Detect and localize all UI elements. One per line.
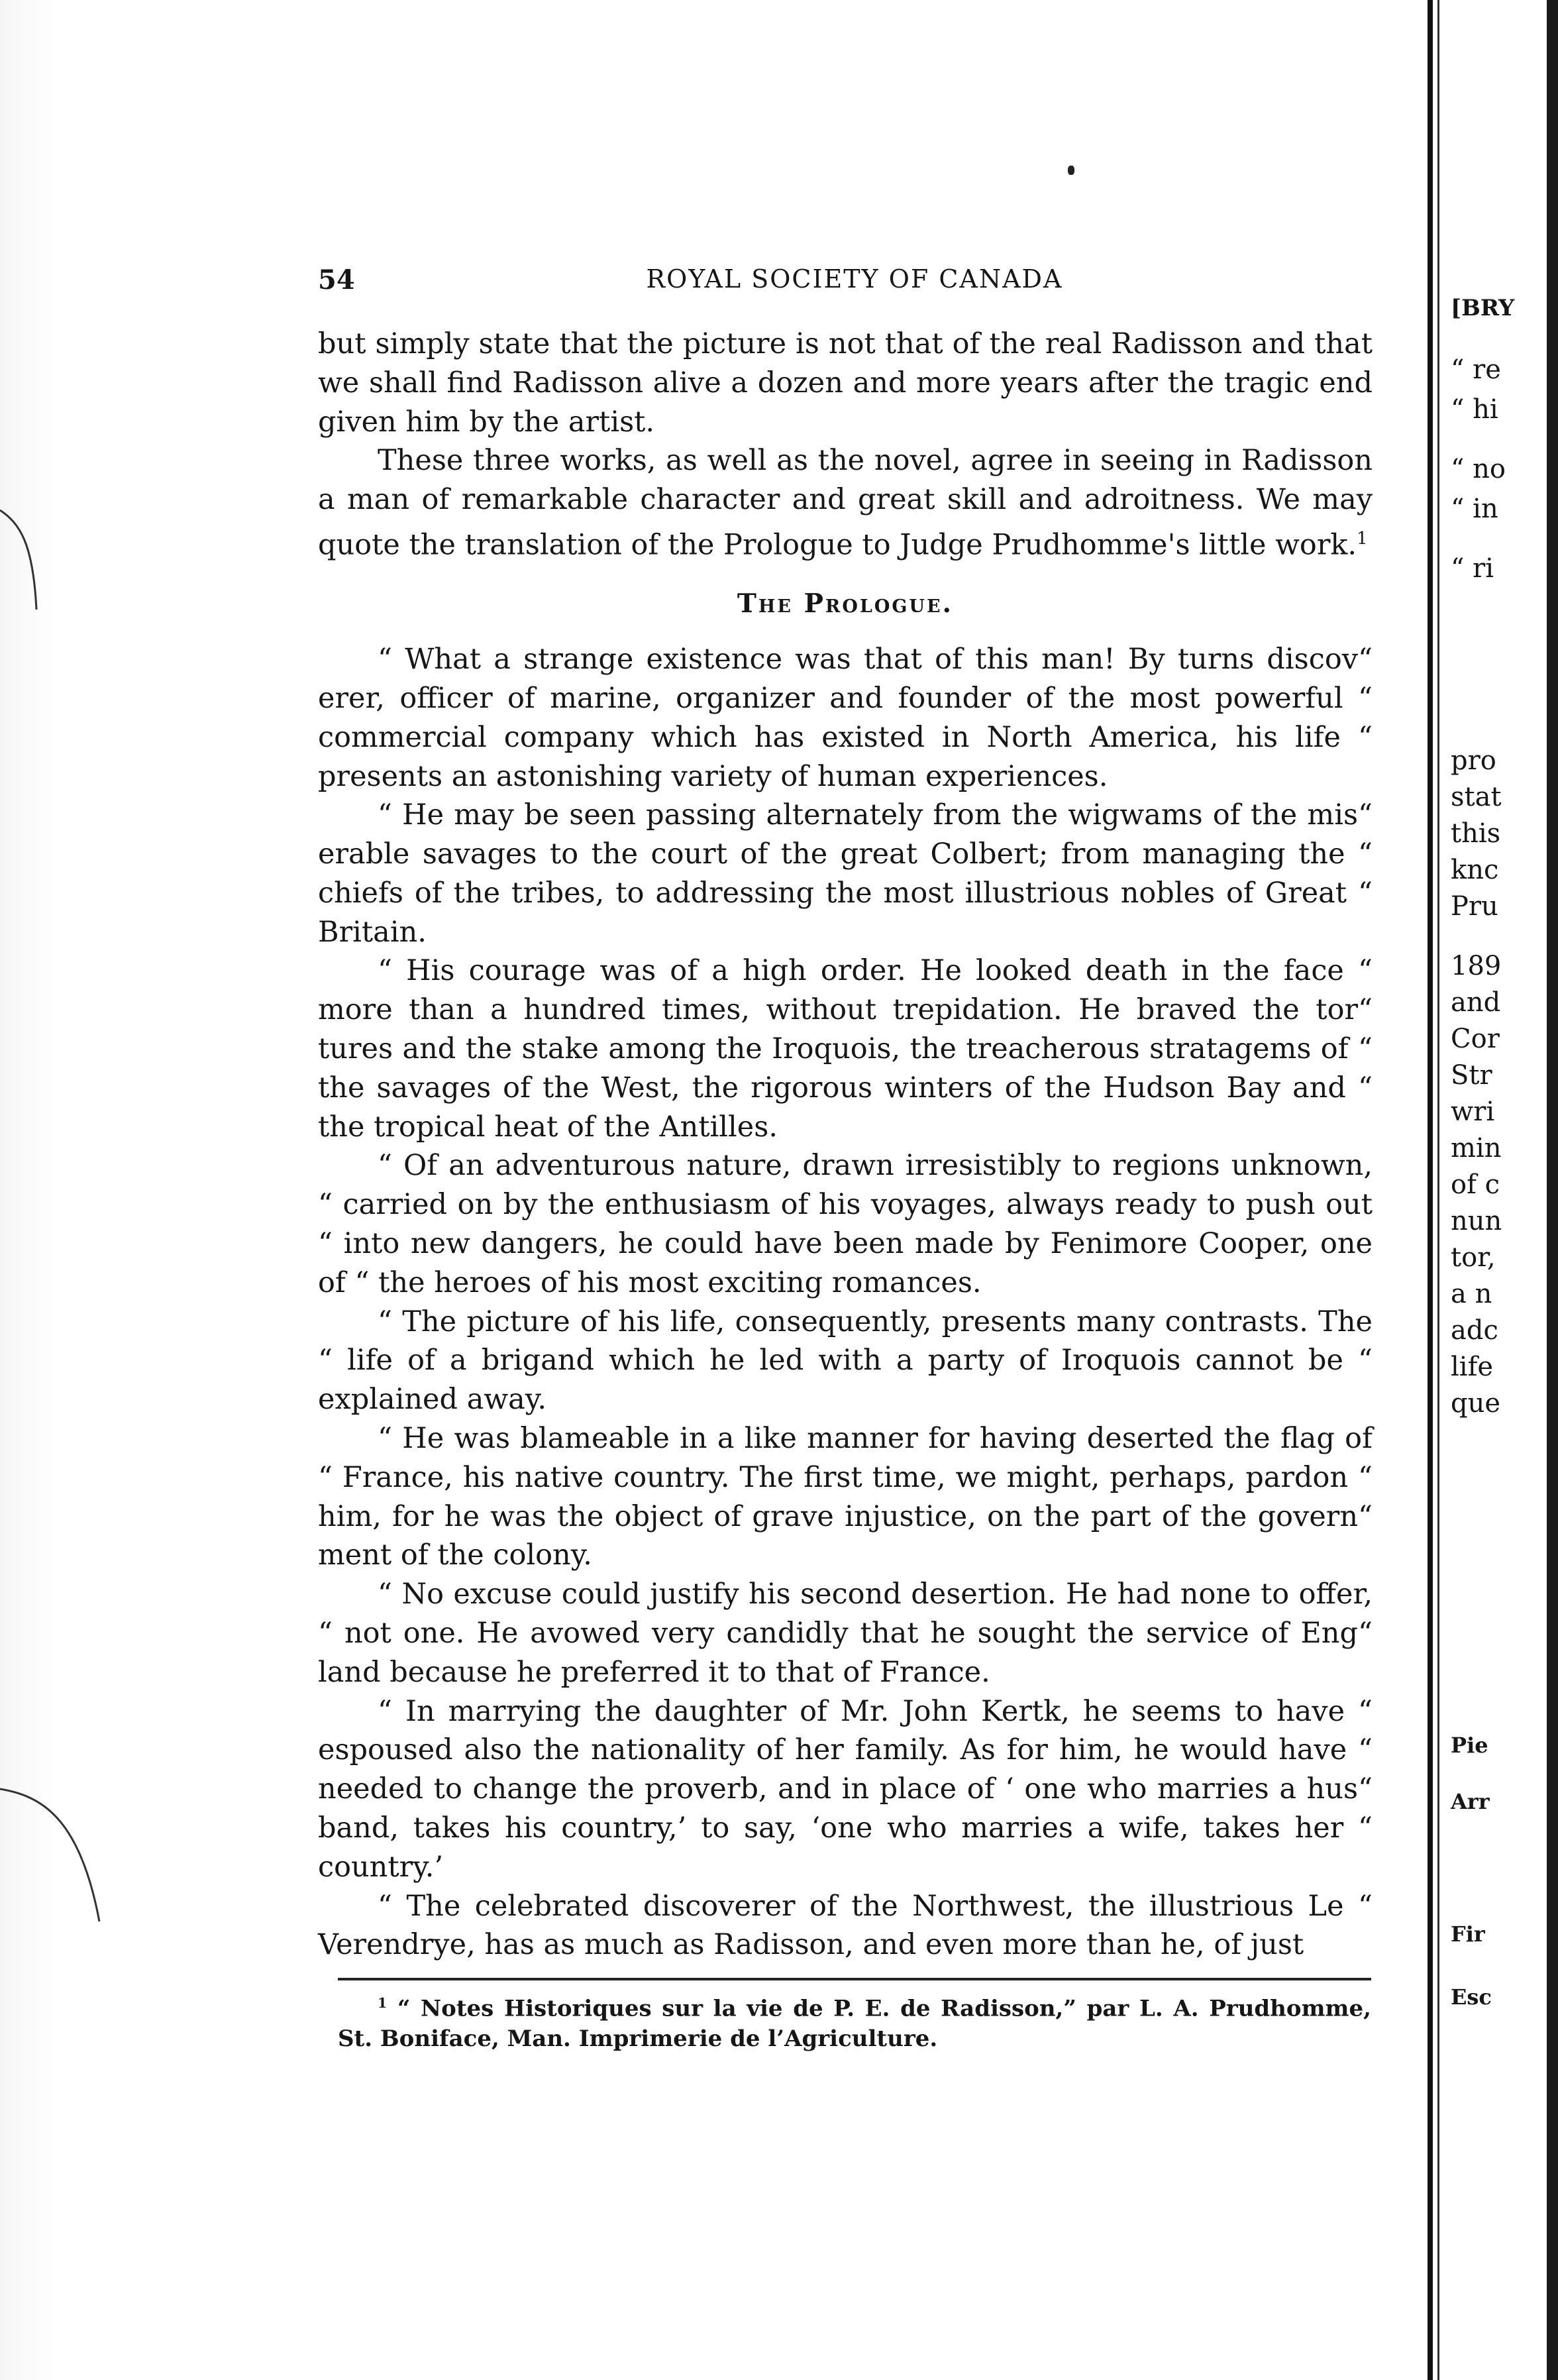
adjacent-text-fragment: nun [1451, 1206, 1502, 1236]
page-curl-mark [0, 504, 60, 610]
quote-paragraph: “ He may be seen passing alternately from the wigwams of the mis“ erable savages to the court of the great Colbert; from managing the “ chiefs of the tribes, to addressing the most illustrious nobles of Great “ Britain. [318, 798, 1373, 949]
opening-paragraph: but simply state that the picture is not that of the real Radisson and that we shall find Radisson alive a dozen and more years after the tragic end given him by the artist. [318, 327, 1373, 439]
adjacent-text-fragment: Cor [1451, 1024, 1500, 1054]
adjacent-text-fragment: [BRY [1451, 295, 1515, 321]
scan-right-edge [1547, 0, 1558, 2380]
adjacent-text-fragment: life [1451, 1352, 1494, 1382]
adjacent-text-fragment: “ re [1451, 354, 1501, 385]
quote-paragraph: “ In marrying the daughter of Mr. John Kertk, he seems to have “ espoused also the nationality of her family. As for him, he would have “ needed to change the proverb, and in place of ‘ one who marries a hus“ band, takes his country,’ to say, ‘one who marries a wife, takes her “ country.’ [318, 1694, 1373, 1884]
footnote-text: “ Notes Historiques sur la vie de P. E. de Radisson,” par L. A. Prudhomme, St. Boniface, Man. Imprimerie de l’Agriculture. [338, 1995, 1372, 2053]
ink-speck [1068, 166, 1074, 175]
adjacent-text-fragment: “ ri [1451, 553, 1494, 584]
adjacent-text-fragment: Fir [1451, 1921, 1485, 1947]
adjacent-text-fragment: Pie [1451, 1733, 1488, 1758]
adjacent-text-fragment: 189 [1451, 951, 1502, 981]
footnote-reference: 1 [1357, 528, 1368, 549]
adjacent-text-fragment: que [1451, 1388, 1501, 1419]
second-paragraph [318, 441, 1373, 565]
scan-left-margin [0, 0, 53, 2380]
binding-gutter-line [1428, 0, 1433, 2380]
adjacent-text-fragment: stat [1451, 782, 1502, 812]
adjacent-text-fragment: and [1451, 987, 1501, 1018]
footnote-marker: 1 [378, 1995, 388, 2011]
adjacent-text-fragment: Str [1451, 1060, 1492, 1091]
adjacent-text-fragment: a n [1451, 1279, 1492, 1309]
adjacent-text-fragment: Pru [1451, 891, 1498, 922]
adjacent-text-fragment: adc [1451, 1315, 1498, 1346]
page-number: 54 [318, 264, 355, 296]
adjacent-text-fragment: Esc [1451, 1984, 1492, 2010]
adjacent-text-fragment: pro [1451, 745, 1496, 776]
section-title: The Prologue. [737, 588, 954, 620]
page-curl-mark [0, 1776, 106, 1921]
adjacent-text-fragment: wri [1451, 1097, 1495, 1127]
footnote-divider [338, 1978, 1371, 1980]
adjacent-text-fragment: min [1451, 1133, 1502, 1163]
adjacent-text-fragment: “ no [1451, 454, 1506, 484]
footnote [338, 1988, 1371, 2054]
quote-paragraph: “ What a strange existence was that of this man! By turns discov“ erer, officer of marine, organizer and founder of the most powerful “ commercial company which has existed in North America, his life “ presents an astonishing variety of human experiences. [318, 643, 1373, 793]
quote-paragraph: “ The celebrated discoverer of the Northwest, the illustrious Le “ Verendrye, has as much as Radisson, and even more than he, of just [318, 1889, 1373, 1962]
document-page [318, 262, 1391, 2084]
adjacent-text-fragment: of c [1451, 1169, 1500, 1200]
adjacent-text-fragment: “ in [1451, 494, 1498, 524]
adjacent-page-fragment [1451, 0, 1558, 2380]
second-paragraph-text: These three works, as well as the novel, agree in seeing in Radisson a man of remarkable character and great skill and adroitness. We may quote the translation of the Prologue to Judge Prudhomme's little work. [318, 444, 1373, 562]
running-title: ROYAL SOCIETY OF CANADA [646, 264, 1063, 294]
adjacent-text-fragment: this [1451, 818, 1501, 849]
adjacent-text-fragment: tor, [1451, 1242, 1496, 1273]
quote-paragraph: “ The picture of his life, consequently, presents many contrasts. The “ life of a brigand which he led with a party of Iroquois cannot be “ explained away. [318, 1305, 1373, 1417]
quote-paragraph: “ No excuse could justify his second desertion. He had none to offer, “ not one. He avowed very candidly that he sought the service of Eng“ land because he preferred it to that of France. [318, 1578, 1373, 1689]
running-header [318, 262, 1391, 301]
quote-paragraph: “ His courage was of a high order. He looked death in the face “ more than a hundred times, without trepidation. He braved the tor“ tures and the stake among the Iroquois, the treacherous stratagems of “ the savages of the West, the rigorous winters of the Hudson Bay and “ the tropical heat of the Antilles. [318, 954, 1373, 1144]
adjacent-text-fragment: “ hi [1451, 394, 1498, 425]
adjacent-text-fragment: knc [1451, 855, 1499, 885]
body-text [318, 325, 1373, 1965]
adjacent-text-fragment: Arr [1451, 1789, 1490, 1814]
quote-paragraph: “ He was blameable in a like manner for having deserted the flag of “ France, his native country. The first time, we might, perhaps, pardon “ him, for he was the object of grave injustice, on the part of the govern“ ment of the colony. [318, 1422, 1373, 1572]
quote-paragraph: “ Of an adventurous nature, drawn irresistibly to regions unknown, “ carried on by the enthusiasm of his voyages, always ready to push out “ into new dangers, he could have been made by Fenimore Cooper, one of “ the heroes of his most exciting romances. [318, 1149, 1373, 1299]
binding-gutter-line [1437, 0, 1439, 2380]
